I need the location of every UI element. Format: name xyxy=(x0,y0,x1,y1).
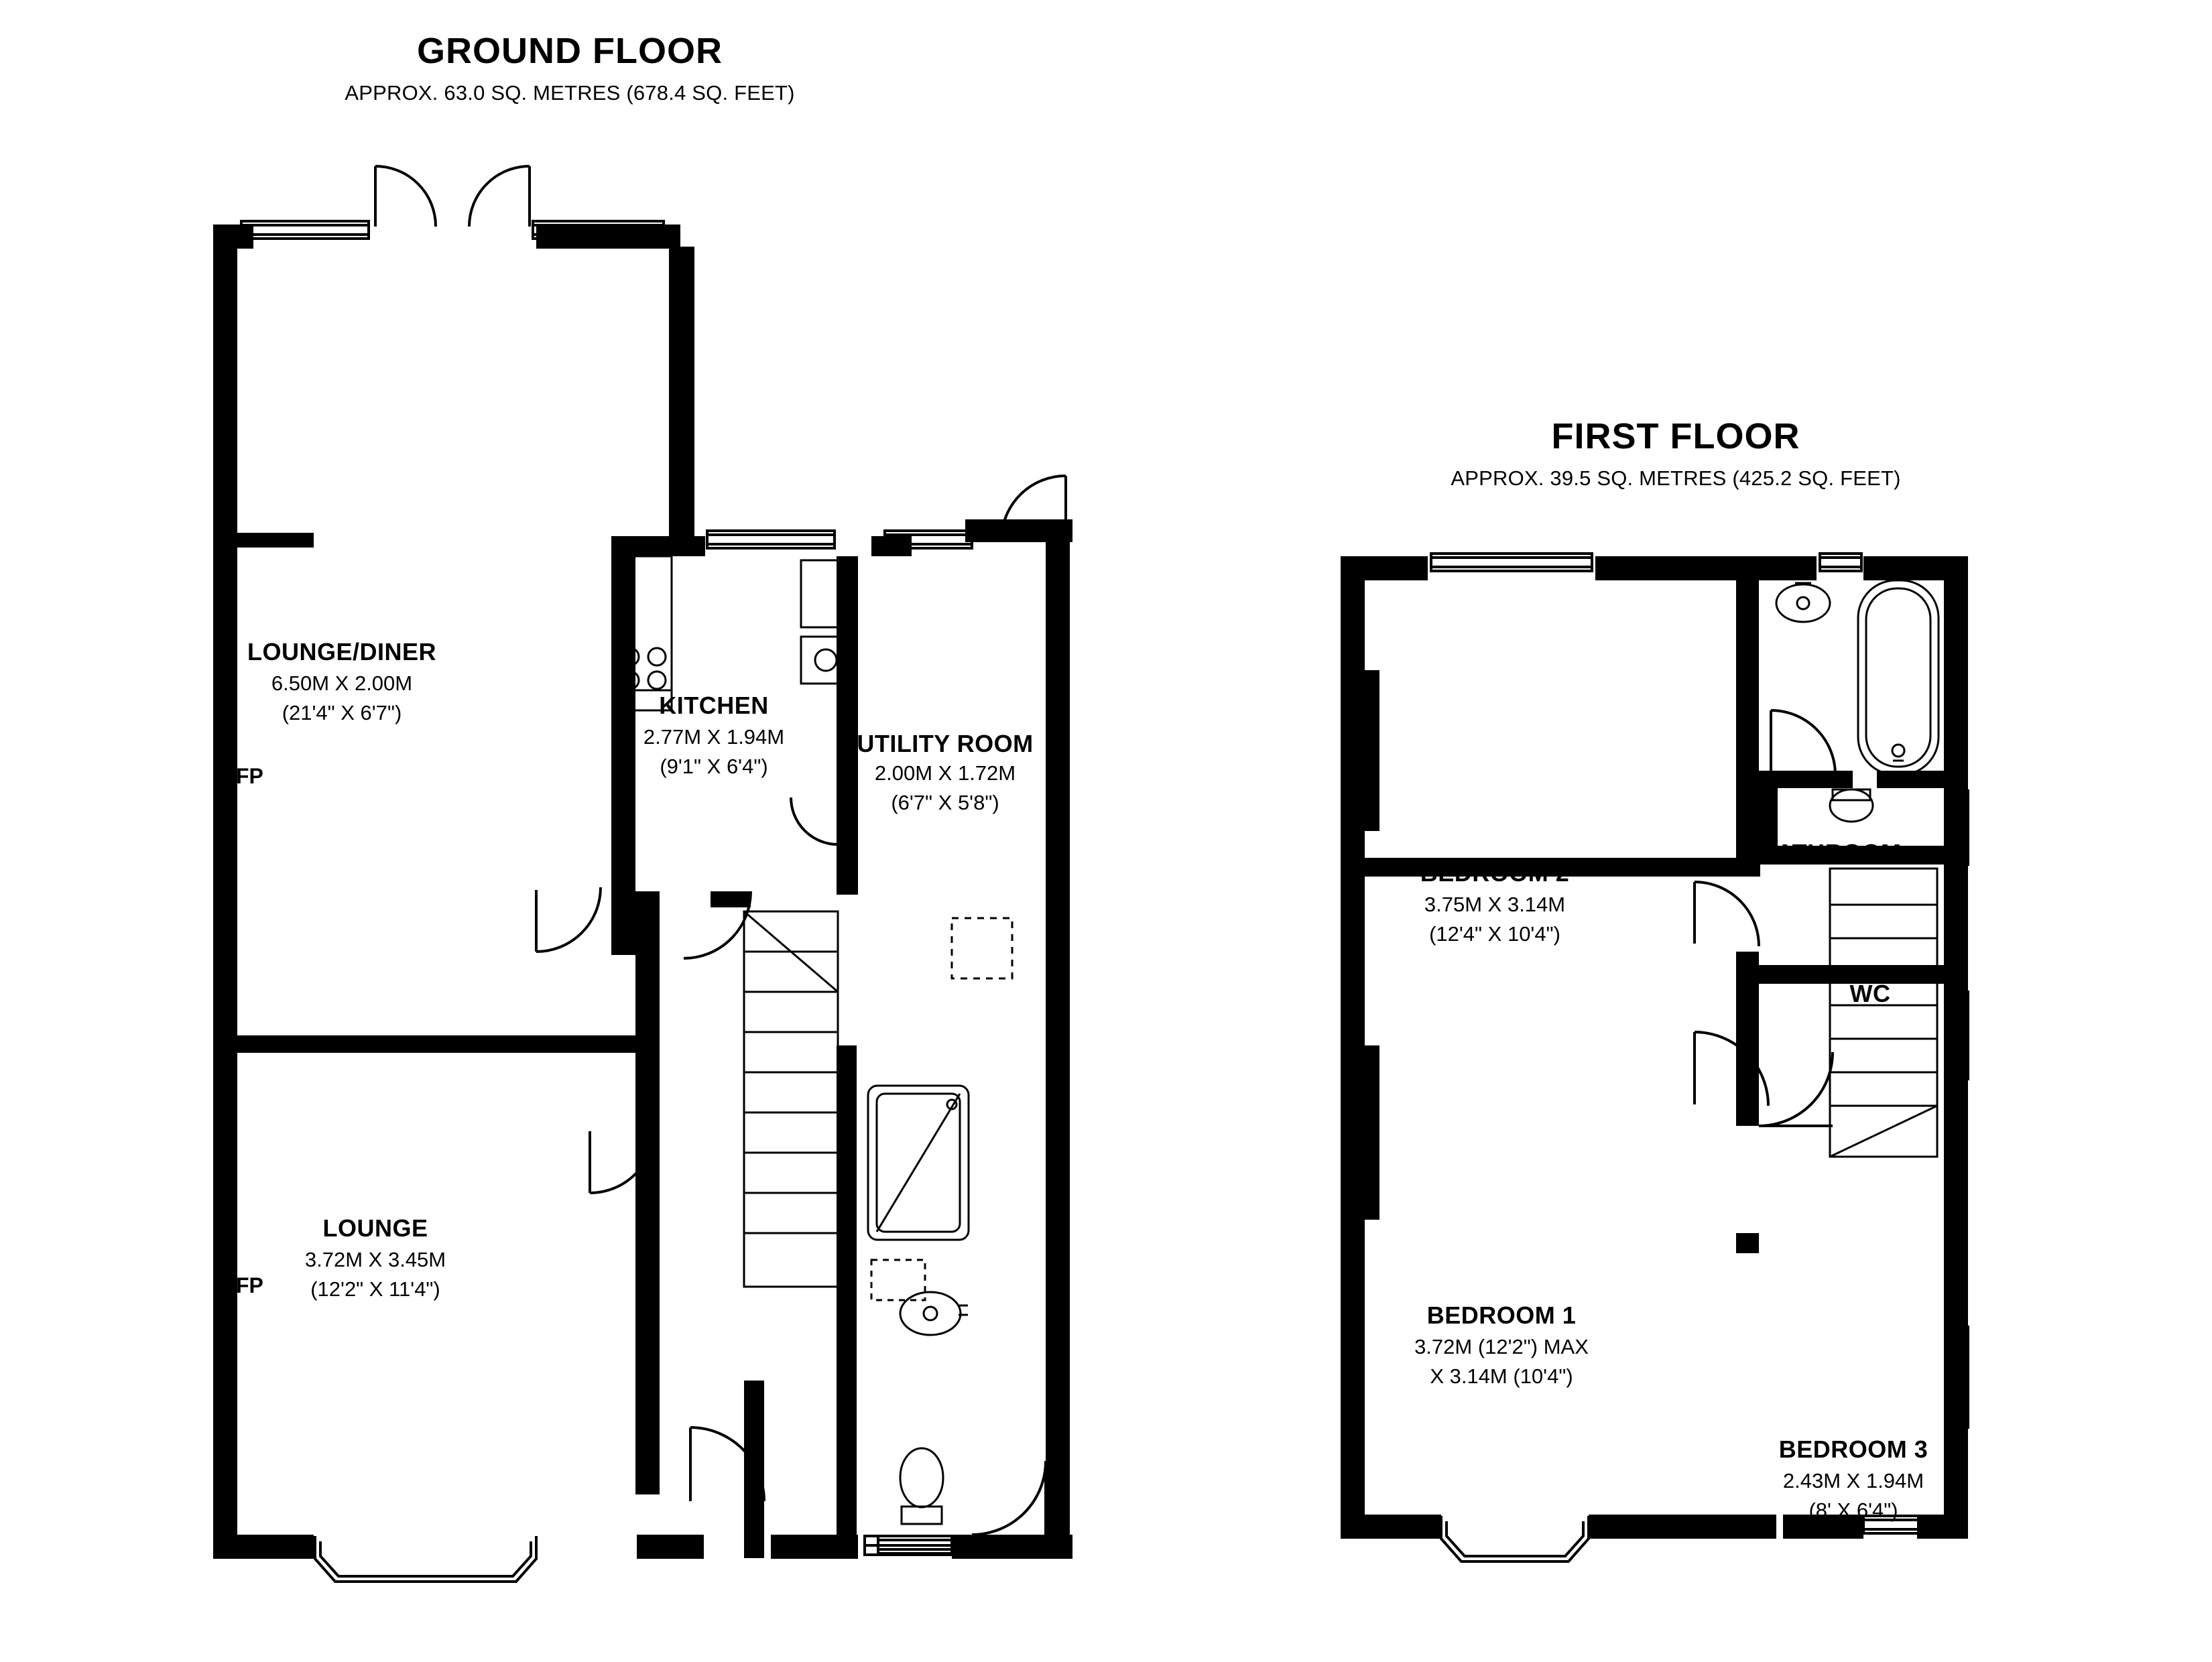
room-name: BEDROOM 2 xyxy=(1420,859,1570,887)
first-floor-area: APPROX. 39.5 SQ. METRES (425.2 SQ. FEET) xyxy=(1451,466,1901,490)
room-name: UTILITY ROOM xyxy=(857,730,1034,757)
room-label-bedroom-2 xyxy=(1361,858,1629,947)
room-dim-metric: 3.75M X 3.14M xyxy=(1424,893,1566,917)
room-dim-imperial: (21'4" X 6'7") xyxy=(282,700,402,724)
room-dim-imperial: (12'2" X 11'4") xyxy=(310,1277,440,1301)
room-name: WC xyxy=(1849,980,1891,1007)
ground-floor-title: GROUND FLOOR xyxy=(417,31,723,71)
ground-floor-area: APPROX. 63.0 SQ. METRES (678.4 SQ. FEET) xyxy=(345,81,795,105)
room-name: BATHROOM xyxy=(1758,839,1902,867)
room-dim-metric: 3.72M X 3.45M xyxy=(304,1248,446,1272)
room-label-bedroom-1 xyxy=(1367,1300,1636,1389)
room-name: BEDROOM 3 xyxy=(1778,1435,1928,1463)
room-label-utility-room xyxy=(845,730,1046,816)
room-dim-imperial: (6'7" X 5'8") xyxy=(891,790,999,814)
first-floor-title: FIRST FLOOR xyxy=(1551,416,1800,456)
room-dim-imperial: (9'1" X 6'4") xyxy=(660,754,768,778)
room-label-kitchen xyxy=(603,690,824,779)
room-name: LOUNGE/DINER xyxy=(247,638,436,665)
room-label-lounge-diner xyxy=(201,637,483,726)
room-name: LOUNGE xyxy=(322,1214,428,1242)
room-name: BEDROOM 1 xyxy=(1426,1301,1577,1329)
room-dim-imperial: (12'4" X 10'4") xyxy=(1429,921,1560,946)
room-dim-imperial: X 3.14M (10'4") xyxy=(1430,1364,1573,1388)
room-label-bathroom xyxy=(1716,838,1944,869)
room-label-wc xyxy=(1817,978,1924,1009)
room-dim-metric: 3.72M (12'2") MAX xyxy=(1414,1335,1589,1359)
room-dim-metric: 2.77M X 1.94M xyxy=(643,725,785,749)
room-name: KITCHEN xyxy=(659,692,769,719)
room-dim-metric: 6.50M X 2.00M xyxy=(271,672,413,696)
first-floor-title-block xyxy=(1307,416,2044,491)
room-label-bedroom-3 xyxy=(1723,1434,1984,1523)
room-dim-metric: 2.43M X 1.94M xyxy=(1782,1469,1924,1493)
fireplace-marker-lounge: FP xyxy=(236,1273,263,1297)
room-label-lounge xyxy=(255,1213,496,1302)
fireplace-marker-lounge-diner: FP xyxy=(236,764,263,788)
room-dim-imperial: (8' X 6'4") xyxy=(1808,1498,1898,1522)
room-dim-metric: 2.00M X 1.72M xyxy=(874,761,1016,785)
